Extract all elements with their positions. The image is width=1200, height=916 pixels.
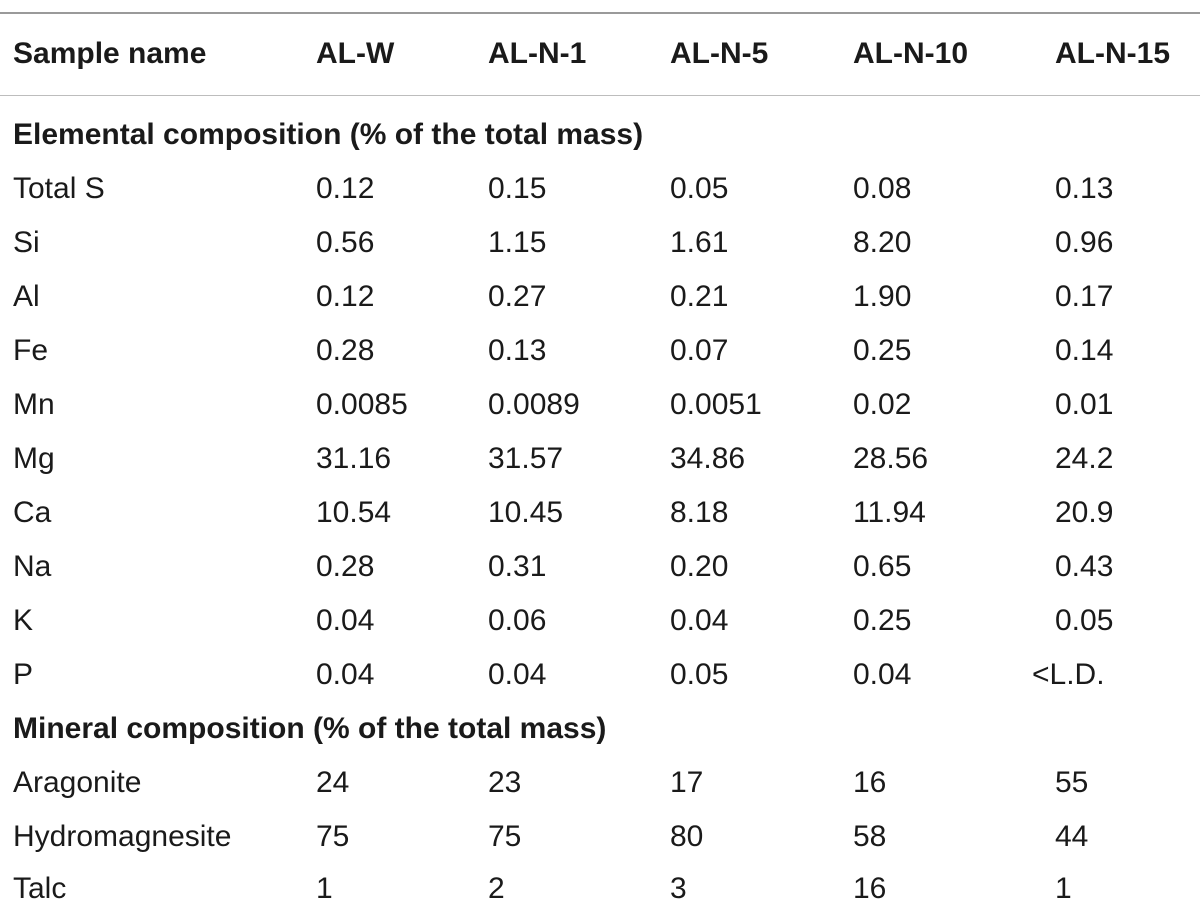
cell-al-n-5: 0.0051 bbox=[670, 388, 762, 421]
table-row bbox=[0, 862, 1200, 916]
cell-al-n-10: 0.04 bbox=[853, 658, 912, 691]
cell-al-n-1: 1.15 bbox=[488, 226, 547, 259]
row-label: Al bbox=[13, 280, 40, 313]
cell-al-n-10: 28.56 bbox=[853, 442, 929, 475]
table-row bbox=[0, 162, 1200, 216]
cell-al-n-1: 0.27 bbox=[488, 280, 547, 313]
cell-al-n-15: 55 bbox=[1055, 766, 1089, 799]
header-al-n-10: AL-N-10 bbox=[853, 37, 969, 70]
row-label: Mg bbox=[13, 442, 55, 475]
cell-al-n-10: 11.94 bbox=[853, 496, 926, 529]
cell-al-n-15: 0.43 bbox=[1055, 550, 1114, 583]
table-row bbox=[0, 270, 1200, 324]
cell-al-n-5: 0.05 bbox=[670, 172, 729, 205]
section-heading-mineral bbox=[0, 702, 1200, 756]
cell-al-w: 0.0085 bbox=[316, 388, 408, 421]
table-row bbox=[0, 756, 1200, 810]
cell-al-n-15: 0.05 bbox=[1055, 604, 1114, 637]
cell-al-n-15: 24.2 bbox=[1055, 442, 1114, 475]
cell-al-n-10: 0.08 bbox=[853, 172, 912, 205]
row-label: Aragonite bbox=[13, 766, 142, 799]
row-label: Mn bbox=[13, 388, 55, 421]
cell-al-n-10: 0.65 bbox=[853, 550, 912, 583]
section-title: Elemental composition (% of the total mass) bbox=[13, 118, 644, 151]
cell-al-w: 0.56 bbox=[316, 226, 375, 259]
row-label: Talc bbox=[13, 872, 67, 905]
cell-al-n-1: 2 bbox=[488, 872, 505, 905]
cell-al-n-1: 10.45 bbox=[488, 496, 564, 529]
cell-al-w: 10.54 bbox=[316, 496, 392, 529]
table-row bbox=[0, 810, 1200, 864]
cell-al-n-1: 0.13 bbox=[488, 334, 547, 367]
cell-al-n-1: 31.57 bbox=[488, 442, 564, 475]
cell-al-n-1: 0.0089 bbox=[488, 388, 580, 421]
row-label: Na bbox=[13, 550, 52, 583]
cell-al-n-5: 34.86 bbox=[670, 442, 746, 475]
table-row bbox=[0, 594, 1200, 648]
cell-al-n-10: 16 bbox=[853, 766, 887, 799]
cell-al-w: 75 bbox=[316, 820, 350, 853]
cell-al-n-5: 0.07 bbox=[670, 334, 729, 367]
header-al-n-15: AL-N-15 bbox=[1055, 37, 1171, 70]
table-row bbox=[0, 648, 1200, 702]
table-row bbox=[0, 216, 1200, 270]
cell-al-n-15: 0.01 bbox=[1055, 388, 1114, 421]
cell-al-n-5: 0.04 bbox=[670, 604, 729, 637]
cell-al-w: 0.04 bbox=[316, 658, 375, 691]
cell-al-w: 0.28 bbox=[316, 550, 375, 583]
cell-al-w: 24 bbox=[316, 766, 350, 799]
cell-al-n-5: 17 bbox=[670, 766, 704, 799]
row-label: Ca bbox=[13, 496, 52, 529]
cell-al-w: 0.04 bbox=[316, 604, 375, 637]
cell-al-n-1: 0.15 bbox=[488, 172, 547, 205]
cell-al-n-10: 58 bbox=[853, 820, 887, 853]
cell-al-n-15: 44 bbox=[1055, 820, 1089, 853]
cell-al-n-15: 0.17 bbox=[1055, 280, 1114, 313]
cell-al-n-15: 20.9 bbox=[1055, 496, 1114, 529]
table-row bbox=[0, 378, 1200, 432]
cell-al-n-15: 0.13 bbox=[1055, 172, 1114, 205]
cell-al-n-15: 0.14 bbox=[1055, 334, 1114, 367]
table-row bbox=[0, 540, 1200, 594]
header-al-n-5: AL-N-5 bbox=[670, 37, 769, 70]
table-row bbox=[0, 486, 1200, 540]
cell-al-n-10: 0.25 bbox=[853, 334, 912, 367]
cell-al-n-1: 0.06 bbox=[488, 604, 547, 637]
header-al-w: AL-W bbox=[316, 37, 395, 70]
cell-al-n-5: 0.05 bbox=[670, 658, 729, 691]
cell-al-n-15: <L.D. bbox=[1032, 658, 1105, 691]
row-label: K bbox=[13, 604, 34, 637]
cell-al-n-1: 23 bbox=[488, 766, 522, 799]
cell-al-n-5: 80 bbox=[670, 820, 704, 853]
cell-al-w: 0.12 bbox=[316, 172, 375, 205]
cell-al-n-1: 0.04 bbox=[488, 658, 547, 691]
header-al-n-1: AL-N-1 bbox=[488, 37, 587, 70]
table-header-row bbox=[0, 27, 1200, 81]
table-top-rule bbox=[0, 12, 1200, 14]
cell-al-n-10: 8.20 bbox=[853, 226, 912, 259]
row-label: Hydromagnesite bbox=[13, 820, 232, 853]
row-label: Fe bbox=[13, 334, 49, 367]
cell-al-n-15: 0.96 bbox=[1055, 226, 1114, 259]
table-row bbox=[0, 432, 1200, 486]
cell-al-n-5: 0.21 bbox=[670, 280, 729, 313]
cell-al-n-10: 1.90 bbox=[853, 280, 912, 313]
cell-al-n-5: 3 bbox=[670, 872, 687, 905]
section-title: Mineral composition (% of the total mass) bbox=[13, 712, 607, 745]
row-label: P bbox=[13, 658, 34, 691]
cell-al-n-1: 0.31 bbox=[488, 550, 547, 583]
cell-al-n-10: 16 bbox=[853, 872, 887, 905]
row-label: Si bbox=[13, 226, 40, 259]
cell-al-n-10: 0.25 bbox=[853, 604, 912, 637]
section-heading-elemental bbox=[0, 108, 1200, 162]
cell-al-n-10: 0.02 bbox=[853, 388, 912, 421]
row-label: Total S bbox=[13, 172, 105, 205]
cell-al-n-5: 8.18 bbox=[670, 496, 729, 529]
cell-al-n-5: 1.61 bbox=[670, 226, 729, 259]
cell-al-w: 1 bbox=[316, 872, 333, 905]
header-sample-name: Sample name bbox=[13, 37, 207, 70]
cell-al-w: 0.28 bbox=[316, 334, 375, 367]
cell-al-n-1: 75 bbox=[488, 820, 522, 853]
cell-al-n-5: 0.20 bbox=[670, 550, 729, 583]
table-header-rule bbox=[0, 95, 1200, 96]
cell-al-n-15: 1 bbox=[1055, 872, 1072, 905]
cell-al-w: 31.16 bbox=[316, 442, 392, 475]
cell-al-w: 0.12 bbox=[316, 280, 375, 313]
table-row bbox=[0, 324, 1200, 378]
